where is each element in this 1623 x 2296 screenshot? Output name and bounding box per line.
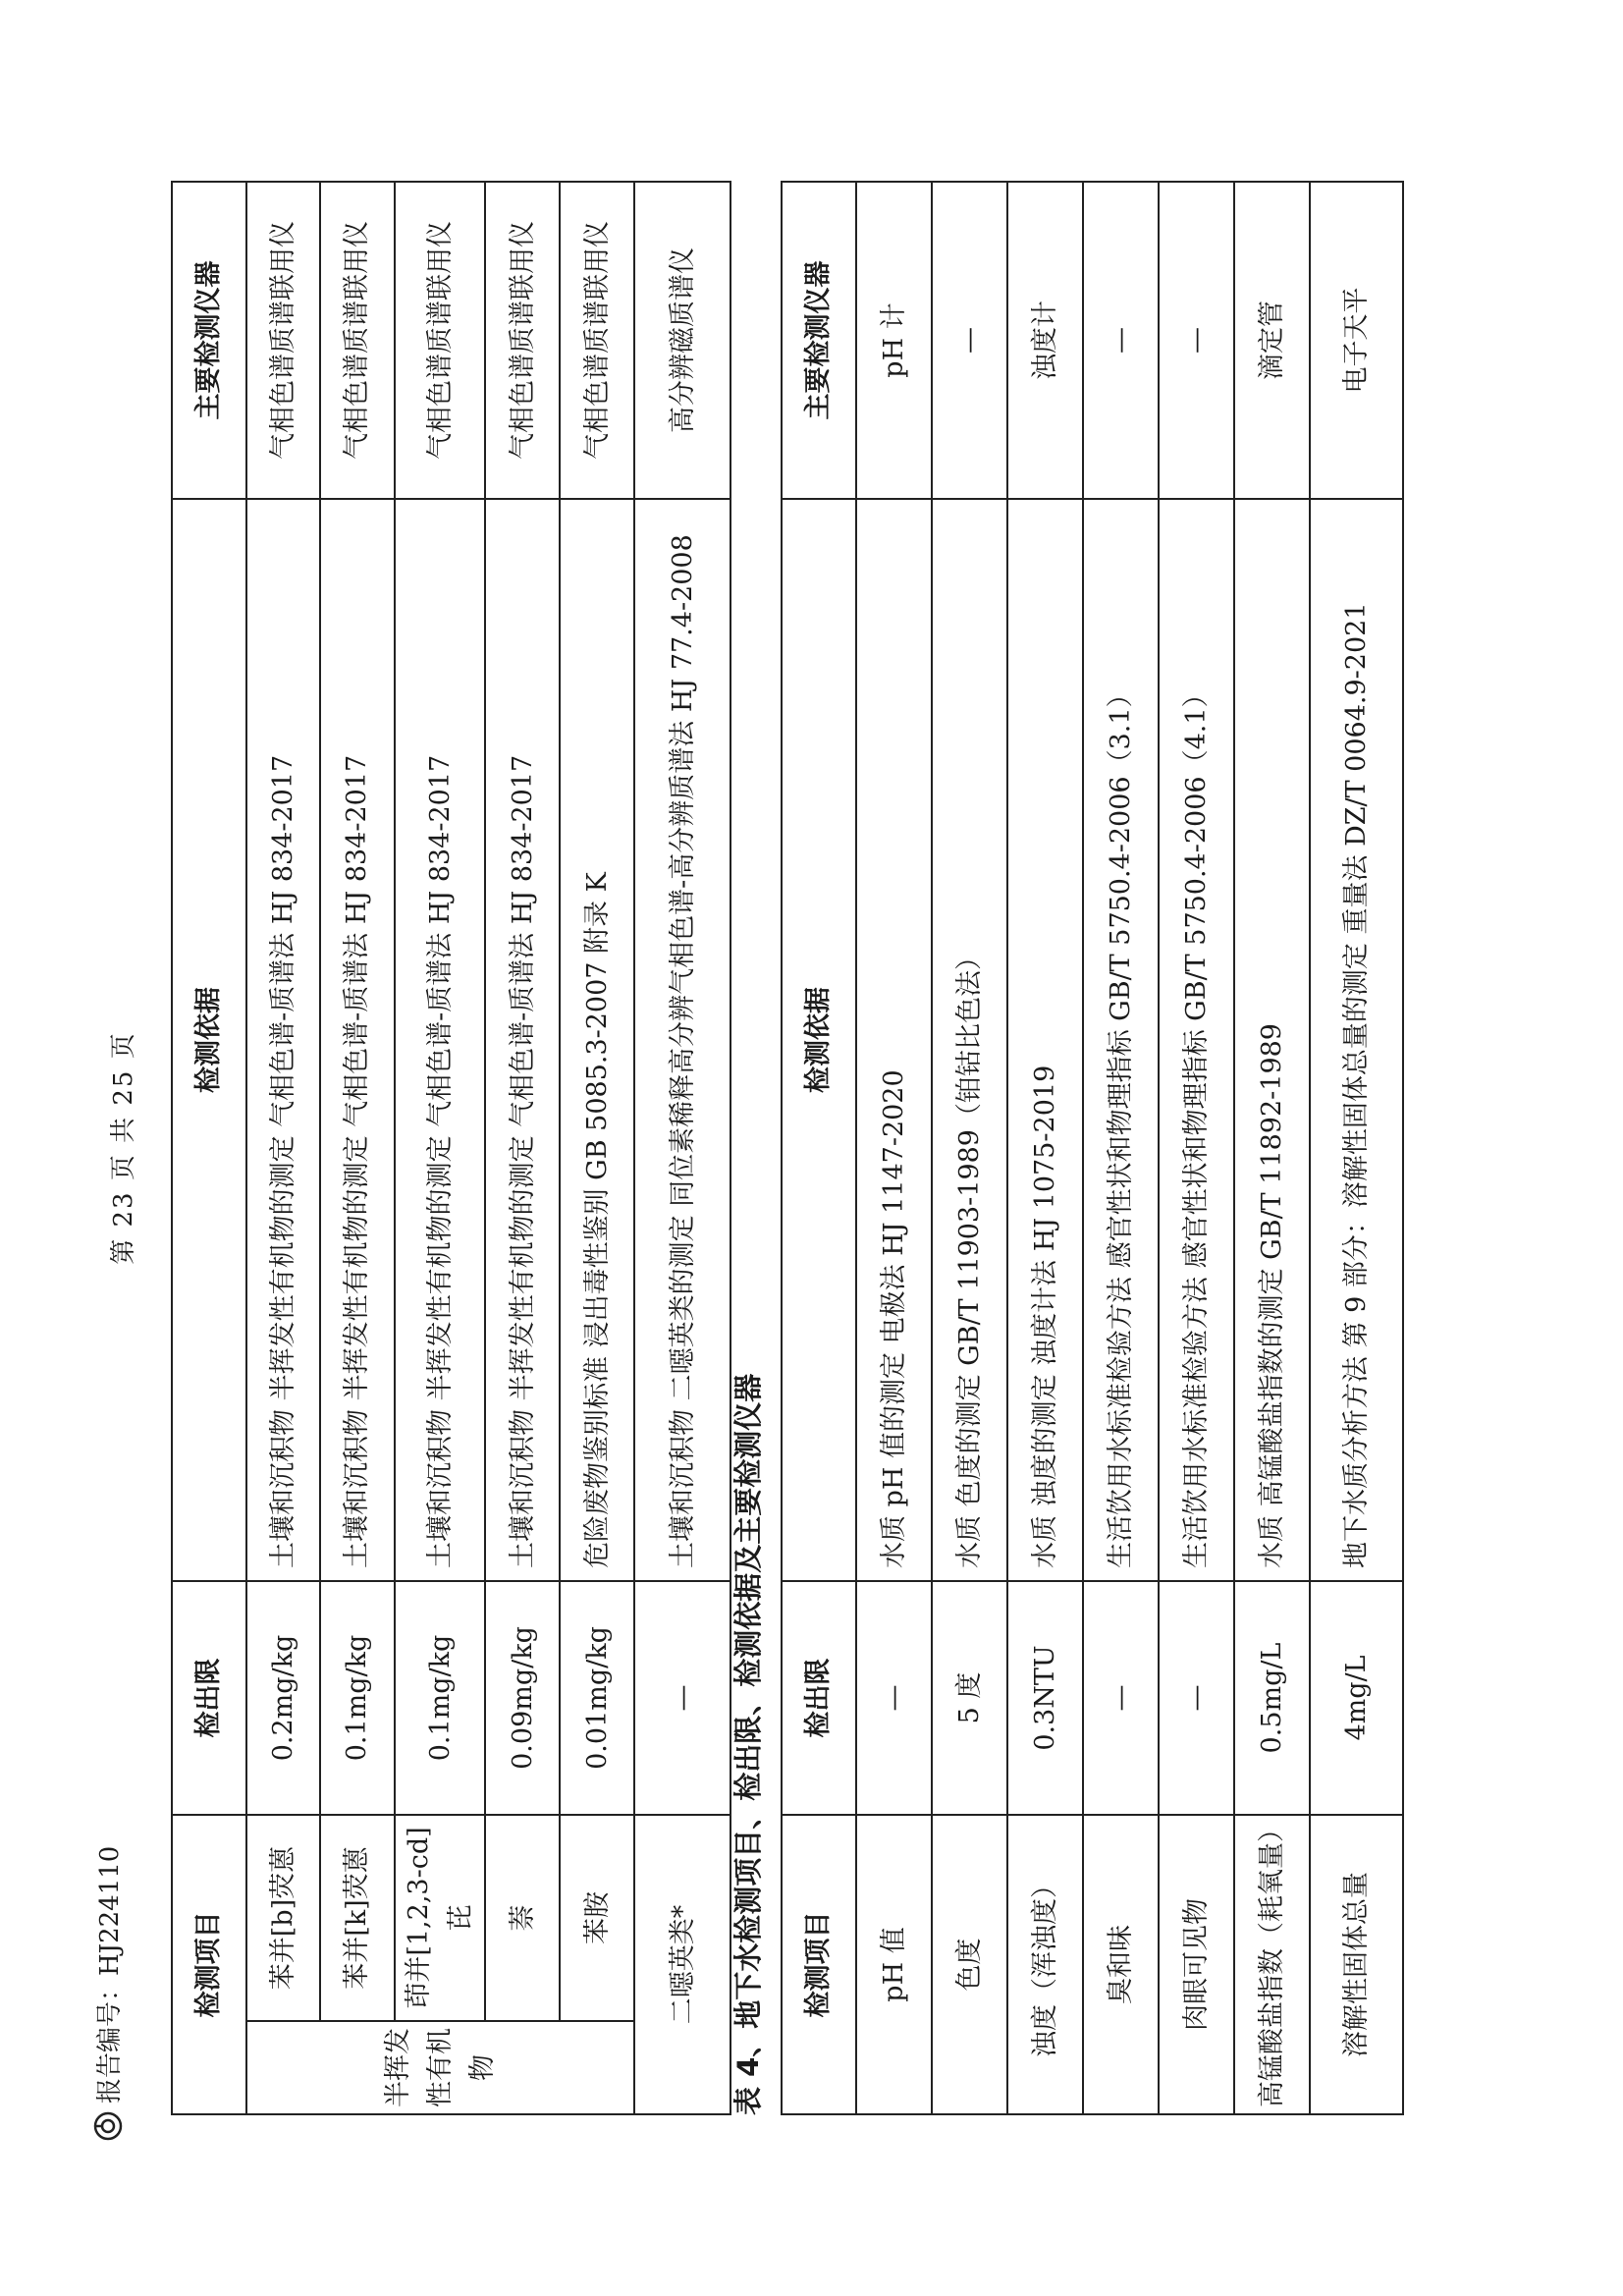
instrument-cell: — <box>1159 182 1234 499</box>
basis-cell: 水质 高锰酸盐指数的测定 GB/T 11892-1989 <box>1234 499 1310 1581</box>
soil-test-table <box>171 181 731 2115</box>
basis-cell: 水质 浊度的测定 浊度计法 HJ 1075-2019 <box>1007 499 1083 1581</box>
item-cell: 肉眼可见物 <box>1159 1815 1234 2114</box>
item-cell: 高锰酸盐指数（耗氧量） <box>1234 1815 1310 2114</box>
report-number-text: 报告编号：HJ224110 <box>95 1845 125 2104</box>
limit-cell: — <box>634 1581 730 1815</box>
instrument-cell: — <box>932 182 1007 499</box>
item-cell: 浊度（浑浊度） <box>1007 1815 1083 2114</box>
table-row <box>1234 182 1310 2114</box>
table-row <box>856 182 932 2114</box>
instrument-cell: pH 计 <box>856 182 932 499</box>
basis-cell: 土壤和沉积物 半挥发性有机物的测定 气相色谱-质谱法 HJ 834-2017 <box>485 499 560 1581</box>
instrument-cell: 浊度计 <box>1007 182 1083 499</box>
col-header-basis: 检测依据 <box>782 499 856 1581</box>
col-header-item: 检测项目 <box>172 1815 246 2114</box>
instrument-cell: 高分辨磁质谱仪 <box>634 182 730 499</box>
limit-cell: 0.09mg/kg <box>485 1581 560 1815</box>
table-row <box>560 182 634 2114</box>
item-cell: 茚并[1,2,3-cd]芘 <box>395 1815 485 2021</box>
basis-cell: 生活饮用水标准检验方法 感官性状和物理指标 GB/T 5750.4-2006（3.1） <box>1083 499 1159 1581</box>
item-cell: 二噁英类* <box>634 1815 730 2114</box>
basis-cell: 生活饮用水标准检验方法 感官性状和物理指标 GB/T 5750.4-2006（4.1） <box>1159 499 1234 1581</box>
basis-cell: 水质 pH 值的测定 电极法 HJ 1147-2020 <box>856 499 932 1581</box>
item-cell: 苯并[k]荧蒽 <box>320 1815 395 2021</box>
col-header-instrument: 主要检测仪器 <box>782 182 856 499</box>
table-row <box>1159 182 1234 2114</box>
limit-cell: 0.2mg/kg <box>246 1581 320 1815</box>
item-cell: 溶解性固体总量 <box>1310 1815 1403 2114</box>
table-row <box>1083 182 1159 2114</box>
basis-cell: 地下水质分析方法 第 9 部分：溶解性固体总量的测定 重量法 DZ/T 0064.9-2021 <box>1310 499 1403 1581</box>
table-row <box>1007 182 1083 2114</box>
table-header-row <box>782 182 856 2114</box>
basis-cell: 土壤和沉积物 二噁英类的测定 同位素稀释高分辨气相色谱-高分辨质谱法 HJ 77.4-2008 <box>634 499 730 1581</box>
table-row <box>246 182 320 2114</box>
col-header-item: 检测项目 <box>782 1815 856 2114</box>
limit-cell: 5 度 <box>932 1581 1007 1815</box>
table-row <box>485 182 560 2114</box>
table-row <box>320 182 395 2114</box>
table-row <box>634 182 730 2114</box>
col-header-basis: 检测依据 <box>172 499 246 1581</box>
basis-cell: 危险废物鉴别标准 浸出毒性鉴别 GB 5085.3-2007 附录 K <box>560 499 634 1581</box>
instrument-cell: 气相色谱质谱联用仪 <box>485 182 560 499</box>
table-row <box>395 182 485 2114</box>
instrument-cell: 气相色谱质谱联用仪 <box>320 182 395 499</box>
table-header-row <box>172 182 246 2114</box>
item-cell: 苯胺 <box>560 1815 634 2021</box>
basis-cell: 土壤和沉积物 半挥发性有机物的测定 气相色谱-质谱法 HJ 834-2017 <box>246 499 320 1581</box>
limit-cell: 0.1mg/kg <box>320 1581 395 1815</box>
limit-cell: 0.3NTU <box>1007 1581 1083 1815</box>
table-row <box>1310 182 1403 2114</box>
col-header-limit: 检出限 <box>172 1581 246 1815</box>
table-title: 表 4、地下水检测项目、检出限、检测依据及主要检测仪器 <box>731 1373 765 2115</box>
instrument-cell: 气相色谱质谱联用仪 <box>395 182 485 499</box>
col-header-limit: 检出限 <box>782 1581 856 1815</box>
item-cell: 臭和味 <box>1083 1815 1159 2114</box>
limit-cell: — <box>1159 1581 1234 1815</box>
basis-cell: 土壤和沉积物 半挥发性有机物的测定 气相色谱-质谱法 HJ 834-2017 <box>320 499 395 1581</box>
instrument-cell: 气相色谱质谱联用仪 <box>246 182 320 499</box>
table-row <box>932 182 1007 2114</box>
groundwater-test-table <box>781 181 1404 2115</box>
basis-cell: 水质 色度的测定 GB/T 11903-1989（铂钴比色法） <box>932 499 1007 1581</box>
limit-cell: 0.1mg/kg <box>395 1581 485 1815</box>
basis-cell: 土壤和沉积物 半挥发性有机物的测定 气相色谱-质谱法 HJ 834-2017 <box>395 499 485 1581</box>
limit-cell: 0.5mg/L <box>1234 1581 1310 1815</box>
col-header-instrument: 主要检测仪器 <box>172 182 246 499</box>
limit-cell: 0.01mg/kg <box>560 1581 634 1815</box>
limit-cell: — <box>856 1581 932 1815</box>
page-number: 第 23 页 共 25 页 <box>109 1031 138 1265</box>
limit-cell: — <box>1083 1581 1159 1815</box>
instrument-cell: 气相色谱质谱联用仪 <box>560 182 634 499</box>
item-cell: pH 值 <box>856 1815 932 2114</box>
item-cell: 萘 <box>485 1815 560 2021</box>
item-cell: 色度 <box>932 1815 1007 2114</box>
instrument-cell: — <box>1083 182 1159 499</box>
item-cell: 苯并[b]荧蒽 <box>246 1815 320 2021</box>
instrument-cell: 滴定管 <box>1234 182 1310 499</box>
limit-cell: 4mg/L <box>1310 1581 1403 1815</box>
instrument-cell: 电子天平 <box>1310 182 1403 499</box>
group-label: 半挥发性有机物 <box>246 2021 634 2114</box>
